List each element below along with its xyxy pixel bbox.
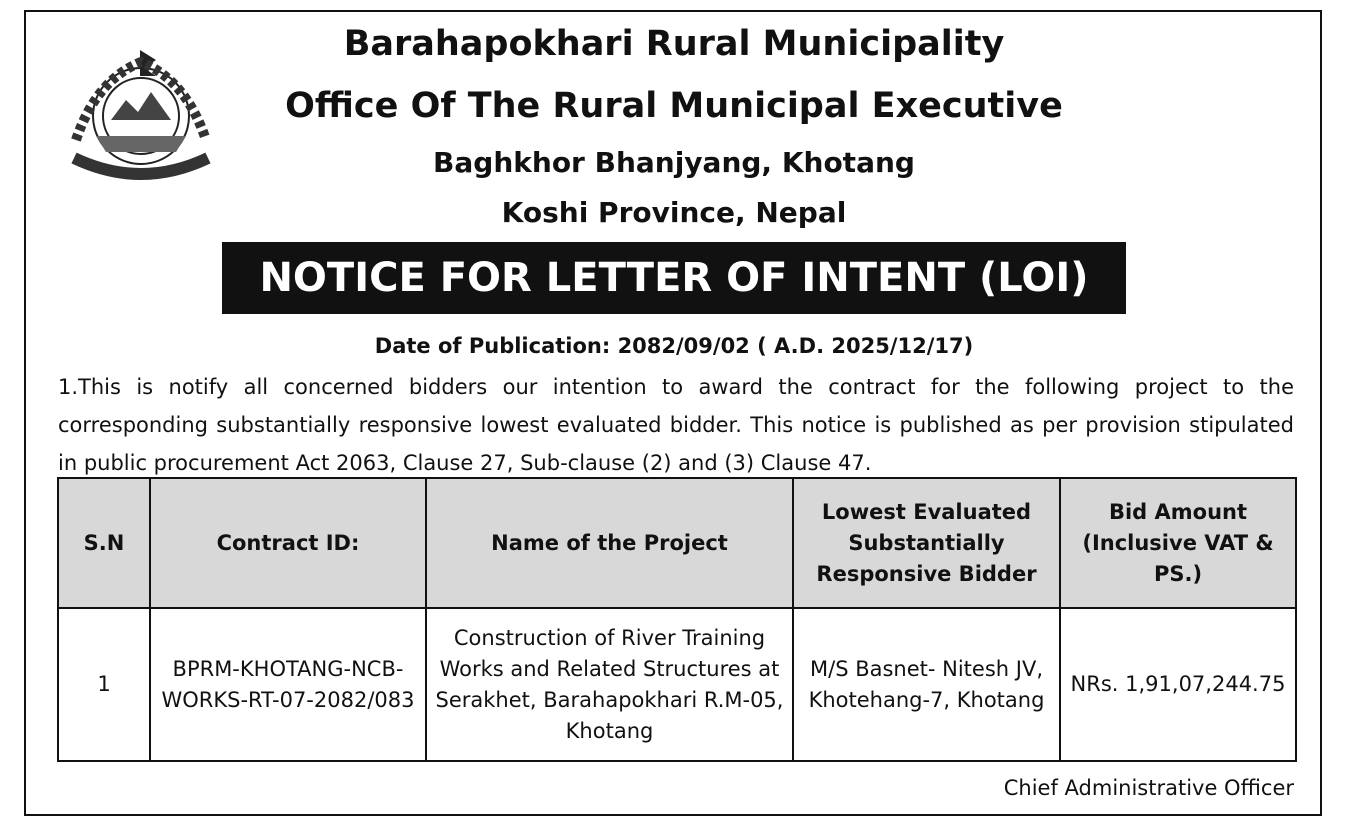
header-project-name: Name of the Project xyxy=(426,478,793,608)
header-bidder: Lowest Evaluated Substantially Responsive Bidder xyxy=(793,478,1060,608)
notice-paragraph: 1.This is notify all concerned bidders our intention to award the contract for the following project to the corresponding substantially responsive lowest evaluated bidder. This notice is published as per provision stipulated in public procurement Act 2063, Clause 27, Sub-clause (2) and (3) Clause 47. xyxy=(58,375,1294,475)
cell-contract-id: BPRM-KHOTANG-NCB-WORKS-RT-07-2082/083 xyxy=(150,608,426,761)
signature-title: Chief Administrative Officer xyxy=(1003,776,1294,800)
cell-sn: 1 xyxy=(58,608,150,761)
municipality-name: Barahapokhari Rural Municipality xyxy=(343,24,1005,64)
cell-bid-amount: NRs. 1,91,07,244.75 xyxy=(1060,608,1296,761)
office-name: Office Of The Rural Municipal Executive xyxy=(285,86,1063,126)
province-country: Koshi Province, Nepal xyxy=(501,196,847,229)
table-header-row xyxy=(58,478,1296,608)
header-contract-id: Contract ID: xyxy=(150,478,426,608)
header-bid-amount: Bid Amount (Inclusive VAT & PS.) xyxy=(1060,478,1296,608)
cell-bidder: M/S Basnet- Nitesh JV, Khotehang-7, Khotang xyxy=(793,608,1060,761)
notice-title-banner xyxy=(222,242,1126,314)
office-address: Baghkhor Bhanjyang, Khotang xyxy=(433,146,915,179)
header-sn: S.N xyxy=(58,478,150,608)
publication-date: Date of Publication: 2082/09/02 ( A.D. 2025/12/17) xyxy=(374,334,974,358)
notice-title: NOTICE FOR LETTER OF INTENT (LOI) xyxy=(259,255,1089,301)
loi-table xyxy=(57,477,1297,762)
table-row xyxy=(58,608,1296,761)
cell-project-name: Construction of River Training Works and Related Structures at Serakhet, Barahapokhari R.M-05, Khotang xyxy=(426,608,793,761)
